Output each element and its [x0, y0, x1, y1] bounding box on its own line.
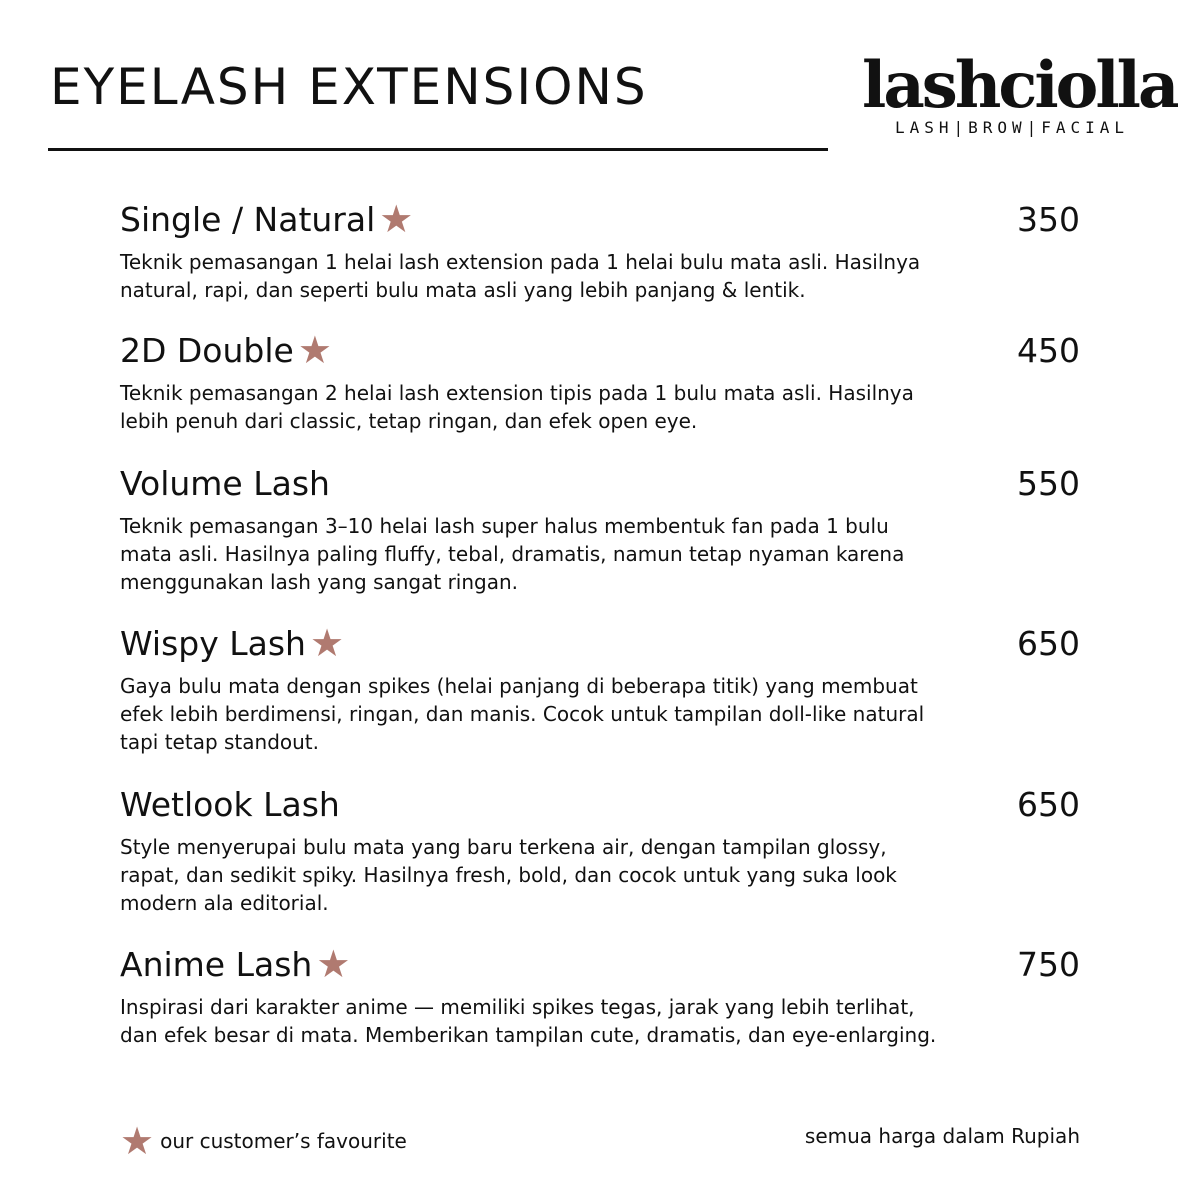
star-icon: ★	[379, 197, 414, 241]
service-price: 650	[1017, 623, 1080, 663]
service-price: 450	[1017, 330, 1080, 370]
header-divider	[48, 148, 828, 151]
service-item	[120, 327, 1080, 435]
star-icon: ★	[120, 1119, 155, 1163]
favourite-legend-text: our customer’s favourite	[160, 1129, 407, 1153]
service-name-wrap	[120, 197, 414, 241]
service-header	[120, 460, 1080, 506]
service-price: 350	[1017, 199, 1080, 239]
service-item	[120, 460, 1080, 596]
star-icon: ★	[316, 942, 351, 986]
service-price: 750	[1017, 944, 1080, 984]
service-header	[120, 781, 1080, 827]
service-header	[120, 620, 1080, 666]
brand-logo	[862, 48, 1177, 137]
service-name: Single / Natural	[120, 199, 376, 239]
service-name: Wispy Lash	[120, 623, 306, 663]
service-name-wrap	[120, 328, 332, 372]
service-price: 650	[1017, 784, 1080, 824]
service-description: Teknik pemasangan 3–10 helai lash super halus membentuk fan pada 1 bulu mata asli. Hasilnya paling fluffy, tebal, dramatis, namun tetap nyaman karena menggunakan lash yang sangat ringan.	[120, 514, 905, 594]
service-name-wrap	[120, 464, 330, 503]
logo-name: lashciolla	[862, 48, 1177, 123]
service-item	[120, 620, 1080, 756]
service-description: Style menyerupai bulu mata yang baru terkena air, dengan tampilan glossy, rapat, dan sedikit spiky. Hasilnya fresh, bold, dan cocok untuk yang suka look modern ala editorial.	[120, 835, 897, 915]
star-icon: ★	[297, 328, 332, 372]
service-name-wrap	[120, 942, 351, 986]
service-name: Volume Lash	[120, 463, 330, 503]
service-name: Wetlook Lash	[120, 784, 340, 824]
page-title: EYELASH EXTENSIONS	[50, 58, 648, 116]
service-description: Inspirasi dari karakter anime — memiliki spikes tegas, jarak yang lebih terlihat, dan efek besar di mata. Memberikan tampilan cute, dramatis, dan eye-enlarging.	[120, 995, 937, 1047]
service-name: 2D Double	[120, 330, 294, 370]
service-price: 550	[1017, 463, 1080, 503]
service-name-wrap	[120, 785, 340, 824]
service-header	[120, 196, 1080, 242]
service-description: Teknik pemasangan 1 helai lash extension pada 1 helai bulu mata asli. Hasilnya natural, rapi, dan seperti bulu mata asli yang lebih panjang & lentik.	[120, 250, 921, 302]
star-icon: ★	[309, 621, 345, 665]
service-header	[120, 327, 1080, 373]
service-description: Gaya bulu mata dengan spikes (helai panjang di beberapa titik) yang membuat efek lebih berdimensi, ringan, dan manis. Cocok untuk tampilan doll-like natural tapi tetap standout.	[120, 674, 925, 754]
currency-note: semua harga dalam Rupiah	[804, 1124, 1080, 1148]
service-item	[120, 941, 1080, 1049]
service-item	[120, 781, 1080, 917]
service-name-wrap	[120, 621, 345, 665]
service-description: Teknik pemasangan 2 helai lash extension tipis pada 1 bulu mata asli. Hasilnya lebih penuh dari classic, tetap ringan, dan efek open eye.	[120, 381, 914, 433]
service-name: Anime Lash	[120, 944, 313, 984]
logo-tagline: LASH|BROW|FACIAL	[894, 118, 1130, 137]
favourite-legend	[120, 1119, 407, 1163]
service-header	[120, 941, 1080, 987]
service-item	[120, 196, 1080, 304]
